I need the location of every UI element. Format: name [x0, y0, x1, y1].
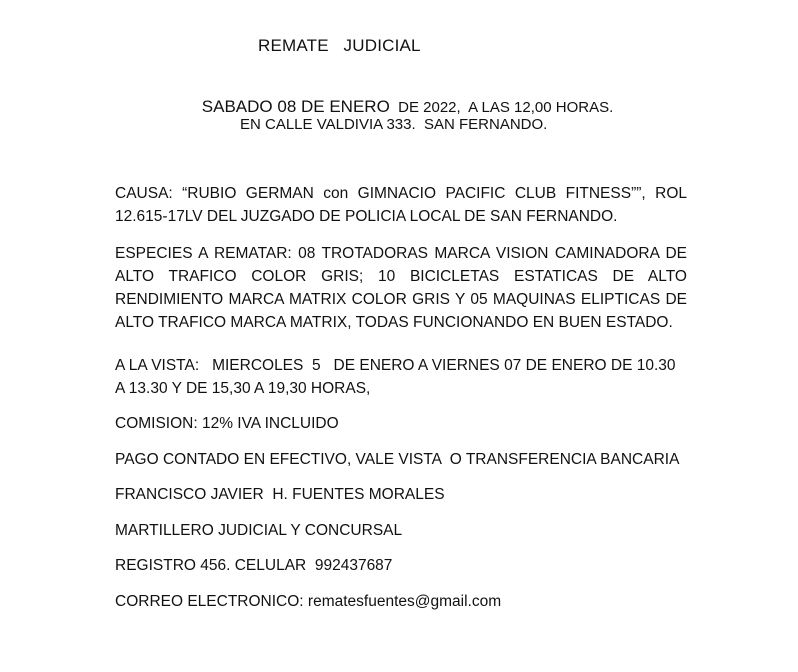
document-title: REMATE JUDICIAL — [258, 36, 421, 55]
auction-date-main: SABADO 08 DE ENERO — [201, 97, 390, 116]
vista-paragraph: A LA VISTA: MIERCOLES 5 DE ENERO A VIERNES 07 DE ENERO DE 10.30 A 13.30 Y DE 15,30 A 19,30 HORAS, — [115, 357, 679, 397]
auction-address: EN CALLE VALDIVIA 333. SAN FERNANDO. — [240, 116, 548, 133]
causa-paragraph: CAUSA: “RUBIO GERMAN con GIMNACIO PACIFIC CLUB FITNESS””, ROL 12.615-17LV DEL JUZGADO DE POLICIA LOCAL DE SAN FERNANDO. — [115, 185, 687, 225]
auction-date-rest: DE 2022, A LAS 12,00 HORAS. — [389, 99, 614, 116]
auctioneer-name: FRANCISCO JAVIER H. FUENTES MORALES — [115, 486, 445, 503]
especies-paragraph: ESPECIES A REMATAR: 08 TROTADORAS MARCA VISION CAMINADORA DE ALTO TRAFICO COLOR GRIS; 10 BICICLETAS ESTATICAS DE ALTO RENDIMIENTO MARCA MATRIX COLOR GRIS Y 05 MAQUINAS ELIPTICAS DE ALTO TRAFICO MARCA MATRIX, TODAS FUNCIONANDO EN BUEN ESTADO. — [115, 245, 687, 331]
comision-line: COMISION: 12% IVA INCLUIDO — [115, 415, 339, 432]
pago-line: PAGO CONTADO EN EFECTIVO, VALE VISTA O TRANSFERENCIA BANCARIA — [115, 451, 680, 468]
registro-line: REGISTRO 456. CELULAR 992437687 — [115, 557, 393, 574]
email-line: CORREO ELECTRONICO: rematesfuentes@gmail.com — [115, 593, 502, 610]
auctioneer-title: MARTILLERO JUDICIAL Y CONCURSAL — [115, 522, 403, 539]
